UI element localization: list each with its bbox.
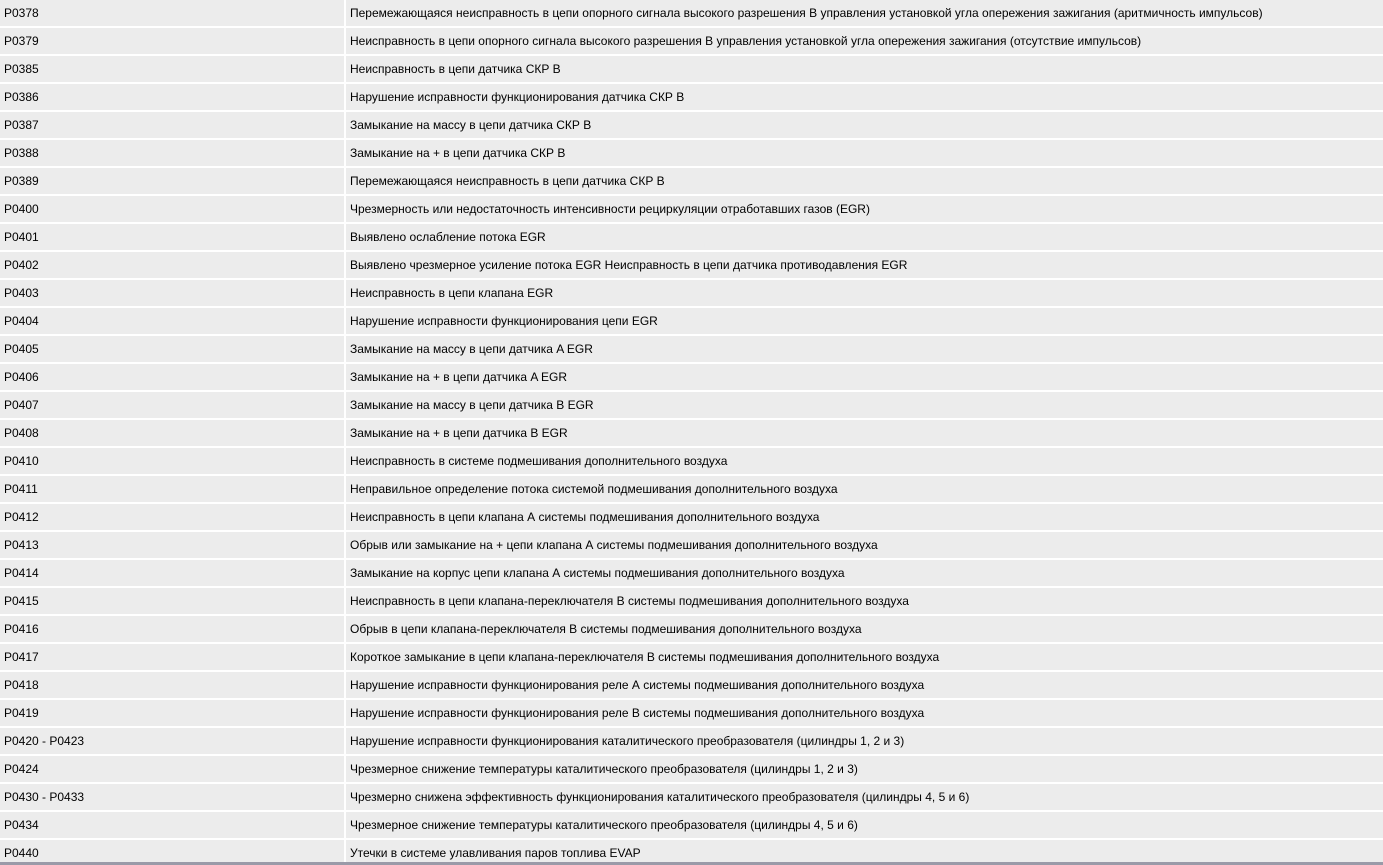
code-cell: P0419 [0, 700, 346, 728]
description-cell: Обрыв или замыкание на + цепи клапана А системы подмешивания дополнительного воздуха [346, 532, 1383, 560]
description-cell: Нарушение исправности функционирования каталитического преобразователя (цилиндры 1, 2 и 3) [346, 728, 1383, 756]
description-cell: Нарушение исправности функционирования реле В системы подмешивания дополнительного воздуха [346, 700, 1383, 728]
description-cell: Выявлено чрезмерное усиление потока EGR Неисправность в цепи датчика противодавления EGR [346, 252, 1383, 280]
table-row [0, 672, 1383, 700]
table-row [0, 728, 1383, 756]
table-row [0, 112, 1383, 140]
description-cell: Нарушение исправности функционирования датчика СКР В [346, 84, 1383, 112]
description-cell: Замыкание на + в цепи датчика СКР В [346, 140, 1383, 168]
description-cell: Неисправность в цепи клапана А системы подмешивания дополнительного воздуха [346, 504, 1383, 532]
table-row [0, 644, 1383, 672]
description-cell: Неисправность в цепи опорного сигнала высокого разрешения В управления установкой угла опережения зажигания (отсутствие импульсов) [346, 28, 1383, 56]
description-cell: Утечки в системе улавливания паров топлива EVAP [346, 840, 1383, 865]
description-cell: Неисправность в системе подмешивания дополнительного воздуха [346, 448, 1383, 476]
description-cell: Перемежающаяся неисправность в цепи датчика СКР В [346, 168, 1383, 196]
table-row [0, 280, 1383, 308]
description-cell: Замыкание на массу в цепи датчика В EGR [346, 392, 1383, 420]
description-cell: Выявлено ослабление потока EGR [346, 224, 1383, 252]
description-cell: Короткое замыкание в цепи клапана-переключателя В системы подмешивания дополнительного воздуха [346, 644, 1383, 672]
table-row [0, 420, 1383, 448]
code-cell: P0415 [0, 588, 346, 616]
code-cell: P0407 [0, 392, 346, 420]
table-row [0, 56, 1383, 84]
description-cell: Чрезмерное снижение температуры каталитического преобразователя (цилиндры 1, 2 и 3) [346, 756, 1383, 784]
code-cell: P0406 [0, 364, 346, 392]
table-row [0, 588, 1383, 616]
description-cell: Нарушение исправности функционирования реле А системы подмешивания дополнительного воздуха [346, 672, 1383, 700]
table-row [0, 196, 1383, 224]
code-cell: P0434 [0, 812, 346, 840]
table-row [0, 532, 1383, 560]
description-cell: Неисправность в цепи клапана-переключателя В системы подмешивания дополнительного воздуха [346, 588, 1383, 616]
code-cell: P0411 [0, 476, 346, 504]
table-row [0, 560, 1383, 588]
code-cell: P0413 [0, 532, 346, 560]
code-cell: P0412 [0, 504, 346, 532]
description-cell: Обрыв в цепи клапана-переключателя В системы подмешивания дополнительного воздуха [346, 616, 1383, 644]
description-cell: Неправильное определение потока системой подмешивания дополнительного воздуха [346, 476, 1383, 504]
table-row [0, 504, 1383, 532]
table-row [0, 224, 1383, 252]
code-cell: P0386 [0, 84, 346, 112]
table-row [0, 252, 1383, 280]
code-cell: P0385 [0, 56, 346, 84]
code-cell: P0401 [0, 224, 346, 252]
description-cell: Замыкание на массу в цепи датчика СКР В [346, 112, 1383, 140]
description-cell: Замыкание на массу в цепи датчика A EGR [346, 336, 1383, 364]
table-row [0, 84, 1383, 112]
code-cell: P0379 [0, 28, 346, 56]
table-row [0, 476, 1383, 504]
description-cell: Неисправность в цепи клапана EGR [346, 280, 1383, 308]
code-cell: P0408 [0, 420, 346, 448]
description-cell: Нарушение исправности функционирования цепи EGR [346, 308, 1383, 336]
description-cell: Чрезмерно снижена эффективность функционирования каталитического преобразователя (цилиндры 4, 5 и 6) [346, 784, 1383, 812]
table-row [0, 168, 1383, 196]
table-row [0, 336, 1383, 364]
code-cell: P0400 [0, 196, 346, 224]
code-cell: P0387 [0, 112, 346, 140]
code-cell: P0424 [0, 756, 346, 784]
description-cell: Перемежающаяся неисправность в цепи опорного сигнала высокого разрешения В управления установкой угла опережения зажигания (аритмичность импульсов) [346, 0, 1383, 28]
code-cell: P0430 - P0433 [0, 784, 346, 812]
description-cell: Чрезмерность или недостаточность интенсивности рециркуляции отработавших газов (EGR) [346, 196, 1383, 224]
table-row [0, 616, 1383, 644]
table-row [0, 448, 1383, 476]
code-cell: P0388 [0, 140, 346, 168]
description-cell: Чрезмерное снижение температуры каталитического преобразователя (цилиндры 4, 5 и 6) [346, 812, 1383, 840]
code-cell: P0420 - P0423 [0, 728, 346, 756]
code-cell: P0418 [0, 672, 346, 700]
code-cell: P0416 [0, 616, 346, 644]
table-row [0, 140, 1383, 168]
table-row [0, 784, 1383, 812]
code-cell: P0405 [0, 336, 346, 364]
code-cell: P0414 [0, 560, 346, 588]
code-cell: P0417 [0, 644, 346, 672]
table-row [0, 756, 1383, 784]
code-cell: P0404 [0, 308, 346, 336]
table-row [0, 28, 1383, 56]
description-cell: Замыкание на + в цепи датчика В EGR [346, 420, 1383, 448]
table-row [0, 812, 1383, 840]
table-row [0, 364, 1383, 392]
code-cell: P0410 [0, 448, 346, 476]
table-row [0, 392, 1383, 420]
table-row [0, 0, 1383, 28]
table-row [0, 700, 1383, 728]
code-cell: P0440 [0, 840, 346, 865]
description-cell: Замыкание на + в цепи датчика A EGR [346, 364, 1383, 392]
description-cell: Замыкание на корпус цепи клапана А системы подмешивания дополнительного воздуха [346, 560, 1383, 588]
code-cell: P0403 [0, 280, 346, 308]
code-cell: P0389 [0, 168, 346, 196]
code-cell: P0402 [0, 252, 346, 280]
code-cell: P0378 [0, 0, 346, 28]
description-cell: Неисправность в цепи датчика СКР В [346, 56, 1383, 84]
table-row [0, 308, 1383, 336]
